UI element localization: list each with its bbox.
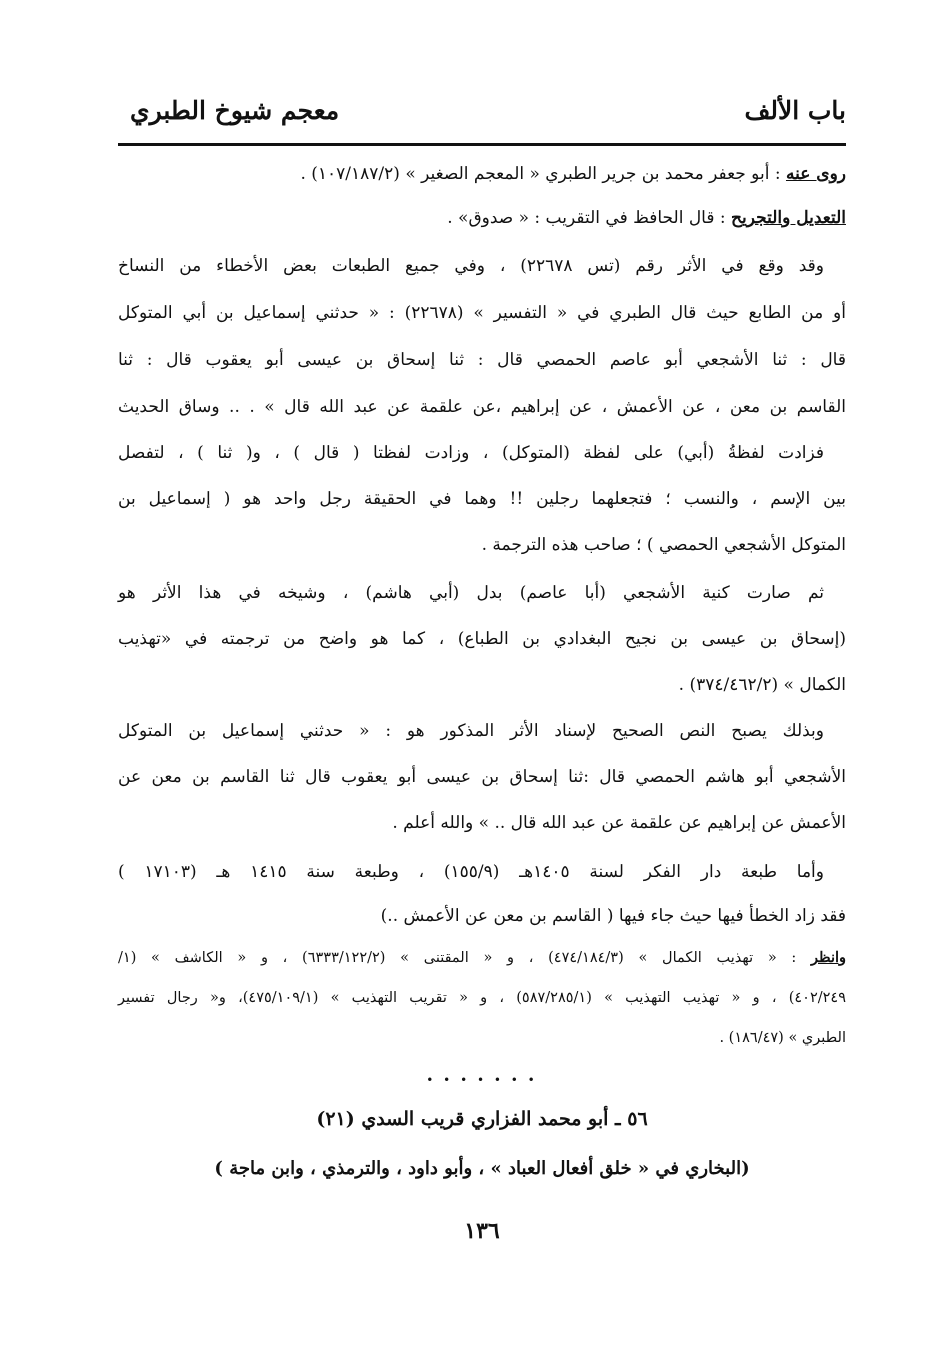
grading-text: : قال الحافظ في التقريب : « صدوق» . [447, 208, 726, 228]
grading-label: التعديل والتجريح [731, 208, 846, 228]
entry-title: ٥٦ ـ أبو محمد الفزاري قريب السدي (٢١) [316, 1108, 648, 1130]
paragraph-line: ثم صارت كنية الأشجعي (أبا عاصم) بدل (أبي هاشم) ، وشيخه في هذا الأثر هو [118, 583, 824, 603]
paragraph-line: وقد وقع في الأثر رقم (تس ٢٢٦٧٨) ، وفي جميع الطبعات بعض الأخطاء من النساخ [118, 256, 824, 276]
book-title: معجم شيوخ الطبري [130, 96, 340, 125]
section-separator: • • • • • • • [426, 1073, 538, 1087]
header-rule [118, 143, 846, 146]
chapter-title: باب الألف [744, 96, 846, 125]
entry-sources: (البخاري في « خلق أفعال العباد » ، وأبو داود ، والترمذي ، وابن ماجة ) [214, 1158, 750, 1179]
paragraph-line: الأشجعي أبو هاشم الحمصي قال :ثنا إسحاق بن عيسى أبو يعقوب قال ثنا القاسم بن معن عن [118, 767, 846, 787]
paragraph-line: أو من الطابع حيث قال الطبري في « التفسير » (٢٢٦٧٨) : « حدثني إسماعيل بن أبي المتوكل [118, 303, 846, 323]
paragraph-line: وبذلك يصبح النص الصحيح لإسناد الأثر المذكور هو : « حدثني إسماعيل بن المتوكل [118, 721, 824, 741]
see-also-line: الطبري » (١٨٦/٤٧) . [719, 1030, 846, 1046]
paragraph-line: الكمال » (٣٧٤/٤٦٢/٢) . [678, 675, 846, 695]
grading-line [118, 205, 846, 231]
paragraph-line: قال : ثنا الأشجعي أبو عاصم الحمصي قال : ثنا إسحاق بن عيسى أبو يعقوب قال : ثنا [118, 350, 846, 370]
paragraph-line: فزادت لفظةُ (أبي) على لفظة (المتوكل) ، وزادت لفظتا ( قال ) ، و( ثنا ) ، لتفصل [118, 443, 824, 463]
see-also-text: : « تهذيب الكمال » (٤٧٤/١٨٤/٣) ، و « المقتنى » (٦٣٣٣/١٢٢/٢) ، و « الكاشف » (١/ [118, 950, 797, 966]
see-also-line [118, 945, 846, 971]
paragraph-line: الأعمش عن إبراهيم عن علقمة عن عبد الله قال .. » والله أعلم . [392, 813, 846, 833]
narrated-by-label: روى عنه [785, 164, 846, 184]
paragraph-line: وأما طبعة دار الفكر لسنة ١٤٠٥هـ (١٥٥/٩) ، وطبعة سنة ١٤١٥ هـ (١٧١٠٣ ) [118, 862, 824, 882]
paragraph-line: المتوكل الأشجعي الحمصي ) ؛ صاحب هذه الترجمة . [481, 535, 846, 555]
paragraph-line: القاسم بن معن ، عن الأعمش ، عن إبراهيم ،عن علقمة عن عبد الله قال » . .. وساق الحديث [118, 397, 846, 417]
paragraph-line: بين الإسم ، والنسب ؛ فتجعلهما رجلين !! وهما في الحقيقة رجل واحد هو ( إسماعيل بن [118, 489, 846, 509]
paragraph-line: (إسحاق بن عيسى بن نجيح البغدادي بن الطباع) ، كما هو واضح من ترجمته في «تهذيب [118, 629, 846, 649]
page-number: ١٣٦ [464, 1218, 500, 1244]
paragraph-line: فقد زاد الخطأ فيها حيث جاء فيها ( القاسم بن معن عن الأعمش ..) [380, 906, 846, 926]
narrated-by-text: : أبو جعفر محمد بن جرير الطبري « المعجم الصغير » (١٠٧/١٨٧/٢) . [300, 164, 781, 184]
narrated-by-line [118, 161, 846, 187]
see-also-label: وانظر [811, 949, 847, 966]
see-also-line: ٤٠٢/٢٤٩) ، و « تهذيب التهذيب » (٥٨٧/٢٨٥/١) ، و « تقريب التهذيب » (٤٧٥/١٠٩/١)، و« رجال تفسير [118, 990, 846, 1006]
page-header [118, 88, 846, 140]
